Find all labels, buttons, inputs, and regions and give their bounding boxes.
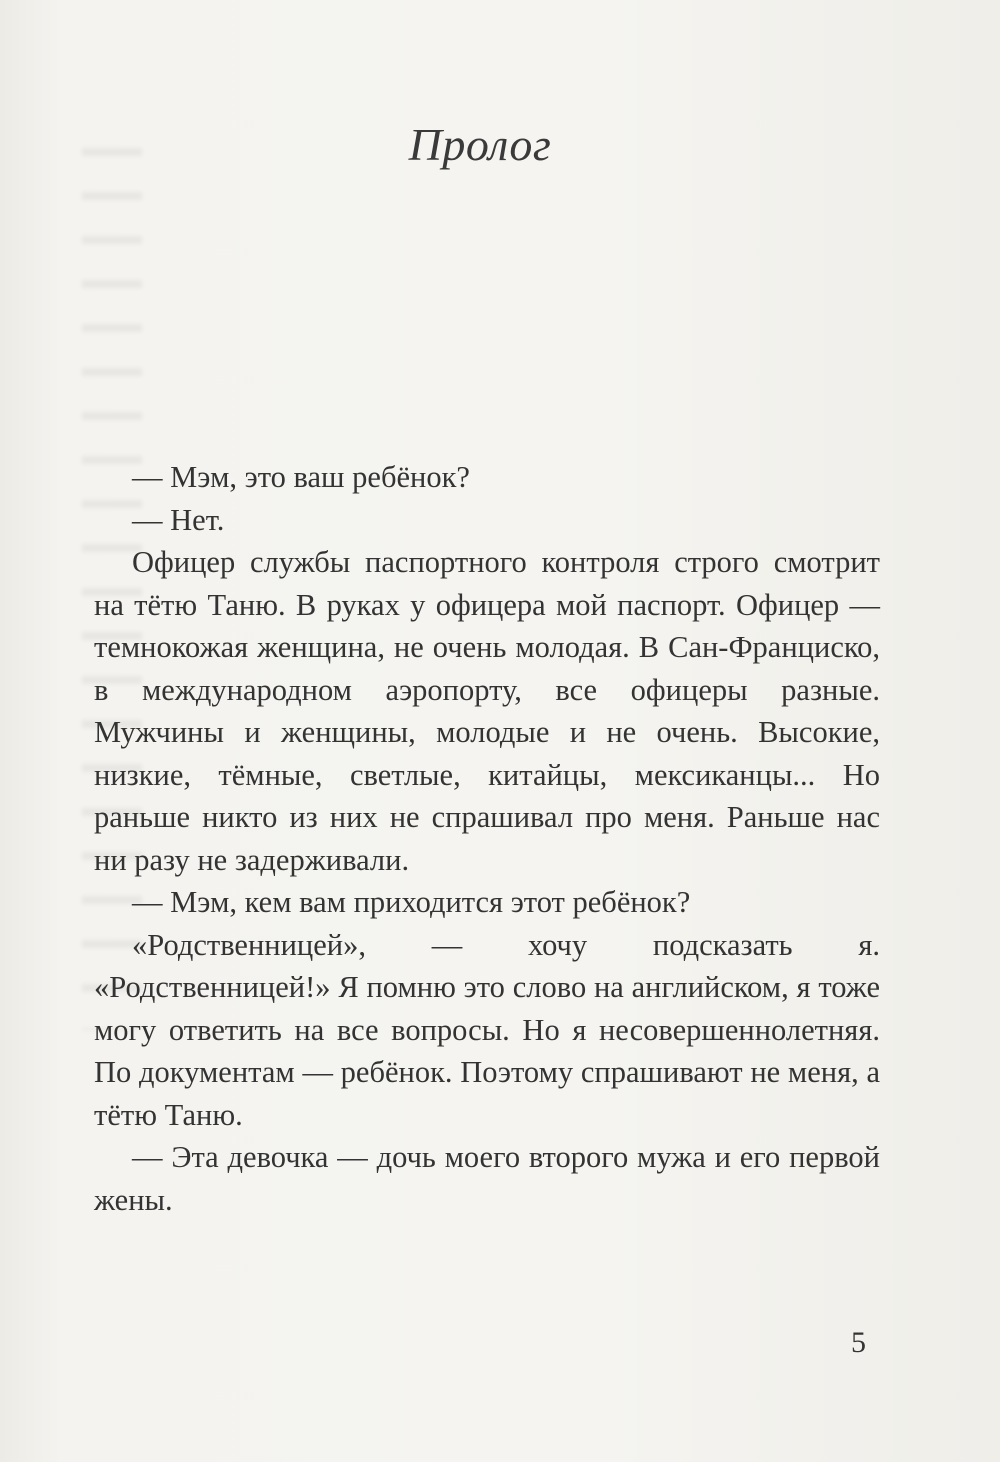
chapter-title: Пролог — [408, 119, 552, 170]
paragraph-1: — Мэм, это ваш ребёнок? — [132, 460, 470, 494]
page-number: 5 — [851, 1326, 866, 1359]
body-text — [94, 456, 880, 1221]
paragraph-2: — Нет. — [132, 502, 225, 537]
paragraph-6: — Эта девочка — дочь моего второго мужа и его первой жены. — [94, 1140, 880, 1217]
paragraph-3: Офицер службы паспортного контроля строго смотрит на тётю Таню. В руках у офицера мой паспорт. Офицер — темнокожая женщина, не очень молодая. В Сан-Франциско, в международном аэропорту, все офицеры разные. Мужчины и женщины, молодые и не очень. Высокие, низкие, тёмные, светлые, китайцы, мексиканцы... Но раньше никто из них не спрашивал про меня. Раньше нас ни разу не задерживали. — [94, 545, 880, 877]
paragraph-5: «Родственницей», — хочу подсказать я. «Родственницей!» Я помню это слово на английском, я тоже могу ответить на все вопросы. Но я несовершеннолетняя. По документам — ребёнок. Поэтому спрашивают не меня, а тётю Таню. — [94, 927, 880, 1132]
paragraph-4: — Мэм, кем вам приходится этот ребёнок? — [132, 885, 691, 919]
